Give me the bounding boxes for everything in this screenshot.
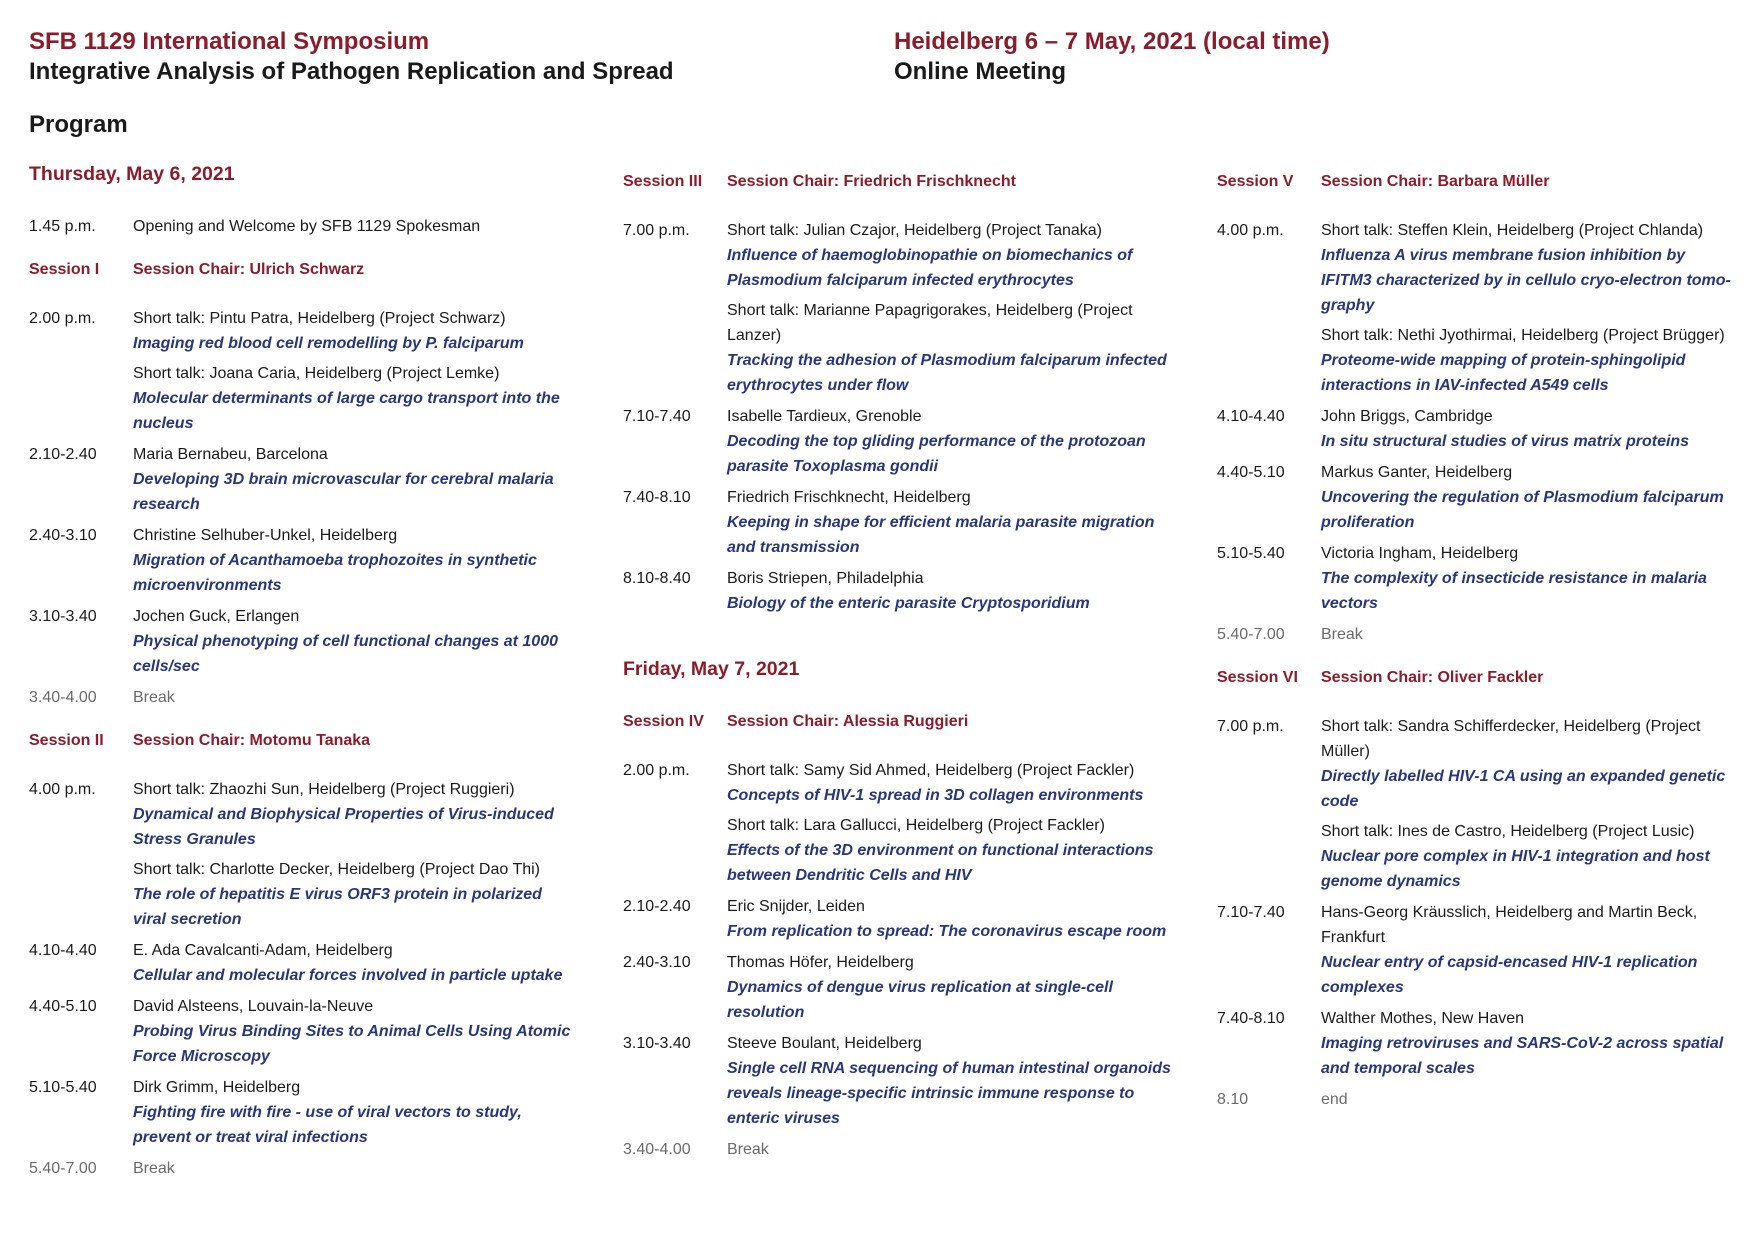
- talk-slot: [29, 604, 577, 679]
- talk-item: [727, 813, 1171, 888]
- speaker-line: Walther Mothes, New Haven: [1321, 1010, 1525, 1027]
- session-chair: Session Chair: Ulrich Schwarz: [133, 261, 365, 278]
- talk-item: [1321, 323, 1735, 398]
- talk-title: Biology of the enteric parasite Cryptosporidium: [727, 595, 1090, 612]
- talk-title: Developing 3D brain microvascular for cerebral malaria research: [133, 471, 554, 513]
- talk-title: Uncovering the regulation of Plasmodium falciparum proliferation: [1321, 489, 1724, 531]
- talk-slot: [1217, 714, 1735, 894]
- day-heading: Thursday, May 6, 2021: [29, 163, 235, 185]
- talk-list: [133, 442, 577, 517]
- talk-list: [727, 894, 1171, 944]
- time-slot: 2.00 p.m.: [29, 310, 96, 327]
- talk-slot: [623, 950, 1171, 1025]
- time-slot: 2.10-2.40: [29, 446, 97, 463]
- time-slot: 3.10-3.40: [29, 608, 97, 625]
- break-label: Break: [133, 1160, 175, 1177]
- speaker-line: Opening and Welcome by SFB 1129 Spokesman: [133, 218, 481, 235]
- time-slot: 5.40-7.00: [29, 1160, 97, 1177]
- talk-slot: [623, 758, 1171, 888]
- talk-slot: [1217, 460, 1735, 535]
- talk-slot: [29, 214, 577, 239]
- program-column-3: [1217, 163, 1735, 1118]
- talk-list: [133, 523, 577, 598]
- talk-list: [133, 777, 577, 932]
- time-slot: 2.10-2.40: [623, 898, 691, 915]
- talk-slot: [29, 1075, 577, 1150]
- talk-title: Tracking the adhesion of Plasmodium falciparum infected erythrocytes under flow: [727, 352, 1167, 394]
- session-header: [29, 257, 577, 282]
- time-slot: 1.45 p.m.: [29, 218, 96, 235]
- talk-list: [1321, 460, 1735, 535]
- speaker-line: David Alsteens, Louvain-la-Neuve: [133, 998, 374, 1015]
- break-label: Break: [727, 1141, 769, 1158]
- talk-title: Concepts of HIV-1 spread in 3D collagen environments: [727, 787, 1144, 804]
- talk-title: Decoding the top gliding performance of the protozoan parasite Toxoplasma gondii: [727, 433, 1146, 475]
- talk-item: [727, 758, 1171, 808]
- talk-item: [133, 442, 577, 517]
- talk-title: Influenza A virus membrane fusion inhibition by IFITM3 characterized by in cellulo cryo-electron tomo-graphy: [1321, 247, 1731, 314]
- symposium-title: SFB 1129 International Symposium: [29, 28, 430, 55]
- header-left: [29, 27, 674, 87]
- session-label: Session IV: [623, 713, 704, 730]
- talk-title: Keeping in shape for efficient malaria parasite migration and transmission: [727, 514, 1155, 556]
- time-slot: 2.40-3.10: [29, 527, 97, 544]
- talk-slot: [1217, 541, 1735, 616]
- time-slot: 7.00 p.m.: [1217, 718, 1284, 735]
- date-place: Heidelberg 6 – 7 May, 2021 (local time): [894, 28, 1330, 55]
- talk-item: [1321, 900, 1735, 1000]
- talk-title: The complexity of insecticide resistance in malaria vectors: [1321, 570, 1707, 612]
- speaker-line: Short talk: Steffen Klein, Heidelberg (Project Chlanda): [1321, 222, 1704, 239]
- talk-title: From replication to spread: The coronavirus escape room: [727, 923, 1167, 940]
- talk-list: [727, 404, 1171, 479]
- break-row: [29, 1156, 577, 1181]
- speaker-line: Eric Snijder, Leiden: [727, 898, 865, 915]
- time-slot: 5.40-7.00: [1217, 626, 1285, 643]
- talk-item: [1321, 404, 1735, 454]
- time-slot: 7.10-7.40: [1217, 904, 1285, 921]
- talk-item: [133, 994, 577, 1069]
- talk-slot: [1217, 900, 1735, 1000]
- talk-title: Imaging retroviruses and SARS-CoV-2 across spatial and temporal scales: [1321, 1035, 1724, 1077]
- talk-item: [133, 214, 577, 239]
- session-header: [29, 728, 577, 753]
- talk-list: [1321, 900, 1735, 1000]
- talk-slot: [623, 218, 1171, 398]
- talk-slot: [29, 994, 577, 1069]
- talk-item: [1321, 460, 1735, 535]
- talk-item: [1321, 541, 1735, 616]
- talk-slot: [623, 404, 1171, 479]
- time-slot: 7.10-7.40: [623, 408, 691, 425]
- talk-item: [727, 404, 1171, 479]
- talk-title: Cellular and molecular forces involved in particle uptake: [133, 967, 563, 984]
- break-label: end: [1321, 1091, 1348, 1108]
- talk-item: [1321, 1006, 1735, 1081]
- talk-list: [133, 938, 577, 988]
- talk-title: Influence of haemoglobinopathie on biomechanics of Plasmodium falciparum infected erythrocytes: [727, 247, 1133, 289]
- talk-item: [727, 894, 1171, 944]
- talk-title: Migration of Acanthamoeba trophozoites in synthetic microenvironments: [133, 552, 537, 594]
- talk-item: [727, 566, 1171, 616]
- talk-list: [1321, 218, 1735, 398]
- talk-slot: [623, 1031, 1171, 1131]
- time-slot: 3.40-4.00: [623, 1141, 691, 1158]
- session-header: [1217, 665, 1735, 690]
- speaker-line: Short talk: Nethi Jyothirmai, Heidelberg (Project Brügger): [1321, 327, 1725, 344]
- talk-item: [727, 298, 1171, 398]
- talk-title: Probing Virus Binding Sites to Animal Cells Using Atomic Force Microscopy: [133, 1023, 571, 1065]
- session-chair: Session Chair: Barbara Müller: [1321, 173, 1550, 190]
- program-column-2: [623, 163, 1171, 1168]
- speaker-line: Jochen Guck, Erlangen: [133, 608, 300, 625]
- talk-item: [727, 218, 1171, 293]
- time-slot: 3.40-4.00: [29, 689, 97, 706]
- speaker-line: Steeve Boulant, Heidelberg: [727, 1035, 922, 1052]
- talk-title: Dynamical and Biophysical Properties of Virus-induced Stress Granules: [133, 806, 554, 848]
- program-column-1: [29, 163, 577, 1187]
- session-chair: Session Chair: Friedrich Frischknecht: [727, 173, 1016, 190]
- talk-list: [1321, 714, 1735, 894]
- talk-title: Imaging red blood cell remodelling by P. falciparum: [133, 335, 524, 352]
- talk-list: [133, 306, 577, 436]
- break-row: [1217, 622, 1735, 647]
- talk-list: [1321, 404, 1735, 454]
- session-header: [623, 169, 1171, 194]
- talk-item: [133, 777, 577, 852]
- time-slot: 4.10-4.40: [29, 942, 97, 959]
- talk-item: [133, 361, 577, 436]
- talk-list: [1321, 541, 1735, 616]
- talk-item: [133, 604, 577, 679]
- speaker-line: Short talk: Marianne Papagrigorakes, Heidelberg (Project Lanzer): [727, 302, 1133, 344]
- talk-slot: [1217, 218, 1735, 398]
- header-right: [894, 27, 1330, 87]
- talk-slot: [29, 306, 577, 436]
- meeting-format: Online Meeting: [894, 58, 1067, 85]
- time-slot: 4.00 p.m.: [29, 781, 96, 798]
- talk-title: The role of hepatitis E virus ORF3 protein in polarized viral secretion: [133, 886, 542, 928]
- time-slot: 4.00 p.m.: [1217, 222, 1284, 239]
- speaker-line: Thomas Höfer, Heidelberg: [727, 954, 914, 971]
- session-label: Session III: [623, 173, 703, 190]
- talk-list: [727, 950, 1171, 1025]
- time-slot: 2.40-3.10: [623, 954, 691, 971]
- symposium-subtitle: Integrative Analysis of Pathogen Replication and Spread: [29, 58, 674, 85]
- talk-title: Molecular determinants of large cargo transport into the nucleus: [133, 390, 560, 432]
- talk-slot: [623, 894, 1171, 944]
- talk-list: [133, 1075, 577, 1150]
- speaker-line: Short talk: Sandra Schifferdecker, Heidelberg (Project Müller): [1321, 718, 1701, 760]
- day-heading: Friday, May 7, 2021: [623, 658, 800, 680]
- session-chair: Session Chair: Motomu Tanaka: [133, 732, 371, 749]
- talk-slot: [1217, 404, 1735, 454]
- talk-list: [727, 758, 1171, 888]
- break-label: Break: [133, 689, 175, 706]
- talk-slot: [623, 485, 1171, 560]
- talk-list: [133, 994, 577, 1069]
- talk-slot: [29, 523, 577, 598]
- program-heading: Program: [29, 111, 128, 138]
- speaker-line: Markus Ganter, Heidelberg: [1321, 464, 1513, 481]
- time-slot: 8.10: [1217, 1091, 1249, 1108]
- speaker-line: Dirk Grimm, Heidelberg: [133, 1079, 301, 1096]
- talk-list: [727, 485, 1171, 560]
- time-slot: 7.40-8.10: [1217, 1010, 1285, 1027]
- time-slot: 4.40-5.10: [1217, 464, 1285, 481]
- talk-item: [727, 485, 1171, 560]
- talk-item: [133, 523, 577, 598]
- talk-list: [1321, 1006, 1735, 1081]
- talk-title: Proteome-wide mapping of protein-sphingolipid interactions in IAV-infected A549 cells: [1321, 352, 1686, 394]
- talk-title: Dynamics of dengue virus replication at single-cell resolution: [727, 979, 1113, 1021]
- talk-list: [133, 214, 577, 239]
- speaker-line: Isabelle Tardieux, Grenoble: [727, 408, 922, 425]
- speaker-line: Short talk: Zhaozhi Sun, Heidelberg (Project Ruggieri): [133, 781, 515, 798]
- speaker-line: Short talk: Ines de Castro, Heidelberg (Project Lusic): [1321, 823, 1695, 840]
- time-slot: 4.10-4.40: [1217, 408, 1285, 425]
- talk-title: Single cell RNA sequencing of human intestinal organoids reveals lineage-specific intrinsic immune response to enteric viruses: [727, 1060, 1171, 1127]
- time-slot: 7.40-8.10: [623, 489, 691, 506]
- talk-item: [133, 1075, 577, 1150]
- talk-list: [727, 218, 1171, 398]
- speaker-line: Victoria Ingham, Heidelberg: [1321, 545, 1519, 562]
- time-slot: 3.10-3.40: [623, 1035, 691, 1052]
- talk-list: [727, 1031, 1171, 1131]
- talk-title: Fighting fire with fire - use of viral vectors to study, prevent or treat viral infections: [133, 1104, 522, 1146]
- speaker-line: Short talk: Lara Gallucci, Heidelberg (Project Fackler): [727, 817, 1105, 834]
- break-label: Break: [1321, 626, 1363, 643]
- talk-list: [133, 604, 577, 679]
- break-row: [29, 685, 577, 710]
- talk-title: Nuclear pore complex in HIV-1 integration and host genome dynamics: [1321, 848, 1710, 890]
- speaker-line: Christine Selhuber-Unkel, Heidelberg: [133, 527, 398, 544]
- speaker-line: E. Ada Cavalcanti-Adam, Heidelberg: [133, 942, 393, 959]
- session-label: Session VI: [1217, 669, 1298, 686]
- session-header: [623, 709, 1171, 734]
- talk-item: [133, 306, 577, 356]
- session-label: Session II: [29, 732, 104, 749]
- speaker-line: Hans-Georg Kräusslich, Heidelberg and Martin Beck, Frankfurt: [1321, 904, 1698, 946]
- time-slot: 8.10-8.40: [623, 570, 691, 587]
- talk-title: In situ structural studies of virus matrix proteins: [1321, 433, 1690, 450]
- speaker-line: Boris Striepen, Philadelphia: [727, 570, 924, 587]
- talk-slot: [29, 938, 577, 988]
- talk-item: [1321, 714, 1735, 814]
- time-slot: 5.10-5.40: [29, 1079, 97, 1096]
- speaker-line: Short talk: Pintu Patra, Heidelberg (Project Schwarz): [133, 310, 506, 327]
- speaker-line: Friedrich Frischknecht, Heidelberg: [727, 489, 971, 506]
- break-row: [1217, 1087, 1735, 1112]
- talk-title: Physical phenotyping of cell functional changes at 1000 cells/sec: [133, 633, 558, 675]
- talk-item: [133, 857, 577, 932]
- talk-title: Effects of the 3D environment on functional interactions between Dendritic Cells and HIV: [727, 842, 1154, 884]
- session-header: [1217, 169, 1735, 194]
- talk-slot: [623, 566, 1171, 616]
- speaker-line: Short talk: Samy Sid Ahmed, Heidelberg (Project Fackler): [727, 762, 1135, 779]
- talk-item: [1321, 819, 1735, 894]
- talk-slot: [29, 442, 577, 517]
- speaker-line: Maria Bernabeu, Barcelona: [133, 446, 328, 463]
- session-chair: Session Chair: Alessia Ruggieri: [727, 713, 969, 730]
- talk-title: Nuclear entry of capsid-encased HIV-1 replication complexes: [1321, 954, 1698, 996]
- talk-item: [727, 1031, 1171, 1131]
- speaker-line: Short talk: Charlotte Decker, Heidelberg (Project Dao Thi): [133, 861, 540, 878]
- talk-title: Directly labelled HIV-1 CA using an expanded genetic code: [1321, 768, 1726, 810]
- talk-slot: [1217, 1006, 1735, 1081]
- time-slot: 4.40-5.10: [29, 998, 97, 1015]
- speaker-line: Short talk: Julian Czajor, Heidelberg (Project Tanaka): [727, 222, 1102, 239]
- time-slot: 7.00 p.m.: [623, 222, 690, 239]
- talk-list: [727, 566, 1171, 616]
- time-slot: 2.00 p.m.: [623, 762, 690, 779]
- session-label: Session V: [1217, 173, 1294, 190]
- time-slot: 5.10-5.40: [1217, 545, 1285, 562]
- talk-slot: [29, 777, 577, 932]
- session-label: Session I: [29, 261, 100, 278]
- talk-item: [1321, 218, 1735, 318]
- speaker-line: John Briggs, Cambridge: [1321, 408, 1493, 425]
- talk-item: [727, 950, 1171, 1025]
- session-chair: Session Chair: Oliver Fackler: [1321, 669, 1544, 686]
- speaker-line: Short talk: Joana Caria, Heidelberg (Project Lemke): [133, 365, 500, 382]
- break-row: [623, 1137, 1171, 1162]
- talk-item: [133, 938, 577, 988]
